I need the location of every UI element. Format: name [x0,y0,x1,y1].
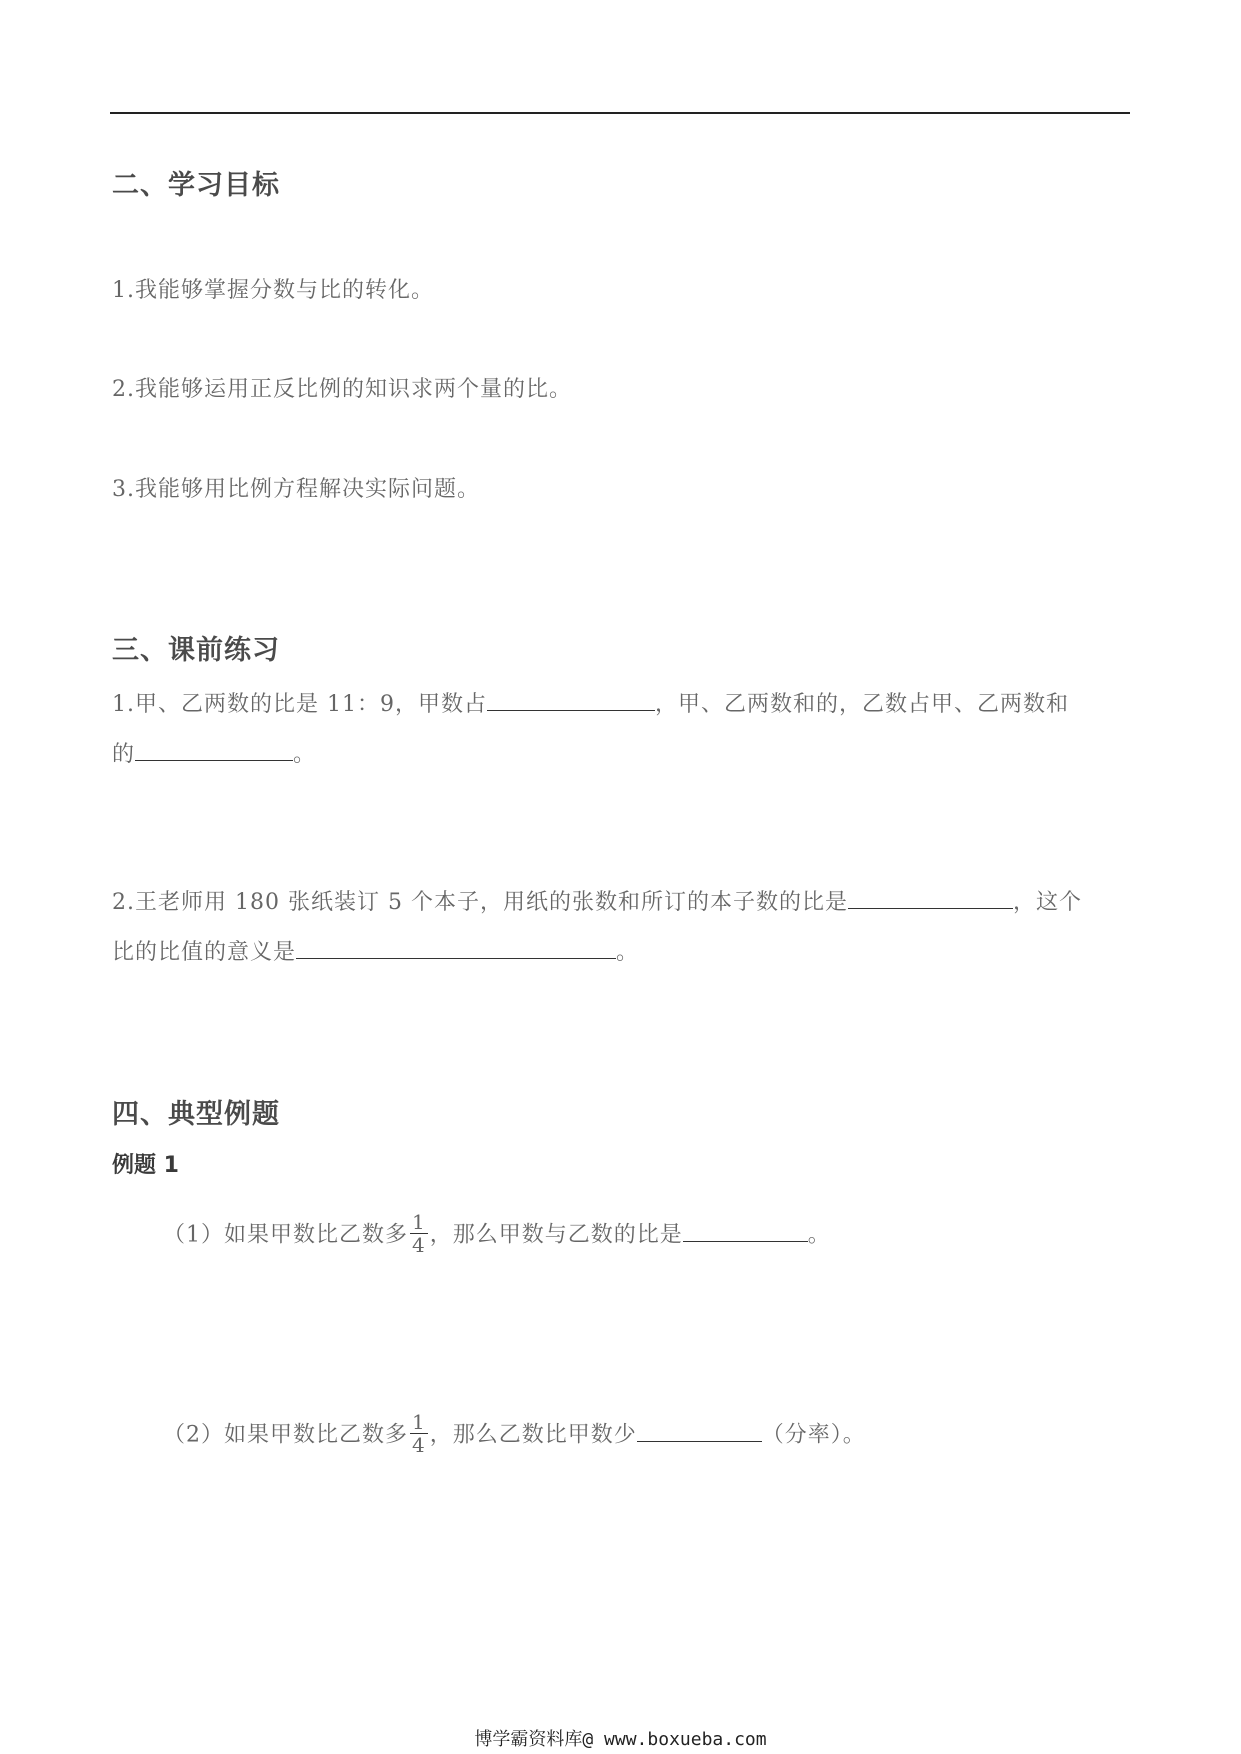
preview-q2-line2 [112,935,639,966]
example-1-text-b: ，那么甲数与乙数的比是 [429,1222,683,1248]
preview-q2-line1 [112,885,1082,916]
preview-q1-text-c: 的 [112,742,136,767]
answer-blank[interactable] [683,1219,808,1242]
example-title: 例题 1 [112,1153,179,1178]
preview-q2-text-a: 2.王老师用 180 张纸装订 5 个本子，用纸的张数和所订的本子数的比是 [112,890,848,915]
preview-q1-line2 [112,737,316,768]
preview-q1-text-d: 。 [293,742,317,767]
preview-q2-text-d: 。 [616,940,640,965]
preview-q1-text-a: 1.甲、乙两数的比是 11：9，甲数占 [112,692,487,717]
page-footer: 博学霸资料库@ www.boxueba.com [474,1729,767,1750]
goal-item-1: 1.我能够掌握分数与比的转化。 [112,278,434,303]
section-heading-examples: 四、典型例题 [112,1099,280,1130]
fraction-denominator: 4 [412,1233,426,1257]
preview-q1-line1 [112,687,1069,718]
answer-blank[interactable] [296,936,616,959]
example-2-text-c: （分率）。 [761,1422,866,1448]
section-heading-goals: 二、学习目标 [112,170,280,201]
goal-item-3: 3.我能够用比例方程解决实际问题。 [112,477,480,502]
preview-q1-text-b: ，甲、乙两数和的，乙数占甲、乙两数和 [654,692,1069,717]
fraction [410,1211,428,1256]
answer-blank[interactable] [487,688,655,711]
example-2-text-a: （2）如果甲数比乙数多 [163,1422,408,1448]
answer-blank[interactable] [135,738,293,761]
example-1-text-c: 。 [807,1222,831,1248]
example-1-text-a: （1）如果甲数比乙数多 [163,1222,408,1248]
fraction [410,1411,428,1456]
fraction-numerator: 1 [412,1210,426,1234]
fraction-numerator: 1 [412,1410,426,1434]
preview-q2-text-c: 比的比值的意义是 [112,940,297,965]
answer-blank[interactable] [848,886,1013,909]
fraction-denominator: 4 [412,1433,426,1457]
preview-q2-text-b: ，这个 [1012,890,1082,915]
top-rule [110,112,1130,114]
answer-blank[interactable] [637,1419,762,1442]
goal-item-2: 2.我能够运用正反比例的知识求两个量的比。 [112,377,572,402]
section-heading-preview: 三、课前练习 [112,635,280,666]
example-part-2 [163,1410,866,1458]
example-2-text-b: ，那么乙数比甲数少 [429,1422,637,1448]
example-part-1 [163,1210,831,1258]
